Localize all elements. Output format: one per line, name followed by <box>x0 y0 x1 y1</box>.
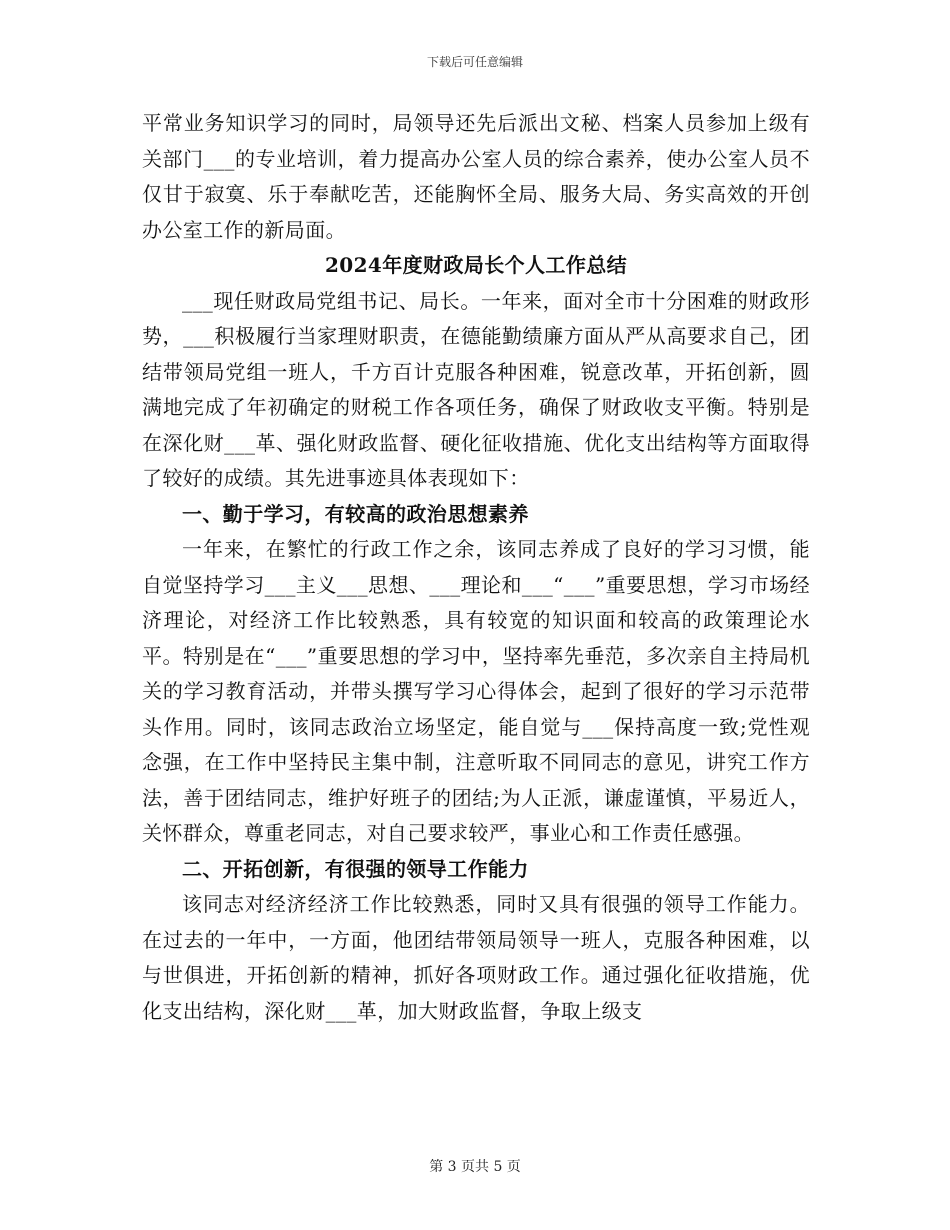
paragraph-2: ___现任财政局党组书记、局长。一年来，面对全市十分困难的财政形势，___积极履行当家理财职责，在德能勤绩廉方面从严从高要求自己，团结带领局党组一班人，千方百计克服各种困难，锐意改革，开拓创新，圆满地完成了年初确定的财税工作各项任务，确保了财政收支平衡。特别是在深化财___革、强化财政监督、硬化征收措施、优化支出结构等方面取得了较好的成绩。其先进事迹具体表现如下： <box>142 288 810 490</box>
page-footer: 第 3 页共 5 页 <box>429 1159 521 1175</box>
section-heading-2: 二、开拓创新，有很强的领导工作能力 <box>182 856 529 881</box>
document-title: 2024年度财政局长个人工作总结 <box>324 253 628 277</box>
paragraph-3: 一年来，在繁忙的行政工作之余，该同志养成了良好的学习习惯，能自觉坚持学习___主义___思想、___理论和___“___”重要思想，学习市场经济理论，对经济工作比较熟悉，具有较宽的知识面和较高的政策理论水平。特别是在“___”重要思想的学习中，坚持率先垂范，多次亲自主持局机关的学习教育活动，并带头撰写学习心得体会，起到了很好的学习示范带头作用。同时，该同志政治立场坚定，能自觉与___保持高度一致;党性观念强，在工作中坚持民主集中制，注意听取不同同志的意见，讲究工作方法，善于团结同志，维护好班子的团结;为人正派，谦虚谨慎，平易近人，关怀群众，尊重老同志，对自己要求较严，事业心和工作责任感强。 <box>142 537 810 845</box>
paragraph-4: 该同志对经济经济工作比较熟悉，同时又具有很强的领导工作能力。在过去的一年中，一方面，他团结带领局领导一班人，克服各种困难，以与世俱进，开拓创新的精神，抓好各项财政工作。通过强化征收措施，优化支出结构，深化财___革，加大财政监督，争取上级支 <box>142 892 810 1023</box>
document-body <box>142 106 810 1029</box>
page-header: 下载后可任意编辑 <box>426 55 523 69</box>
section-heading-1: 一、勤于学习，有较高的政治思想素养 <box>182 501 529 526</box>
paragraph-1: 平常业务知识学习的同时，局领导还先后派出文秘、档案人员参加上级有关部门___的专业培训，着力提高办公室人员的综合素养，使办公室人员不仅甘于寂寞、乐于奉献吃苦，还能胸怀全局、服务大局、务实高效的开创办公室工作的新局面。 <box>142 111 810 242</box>
